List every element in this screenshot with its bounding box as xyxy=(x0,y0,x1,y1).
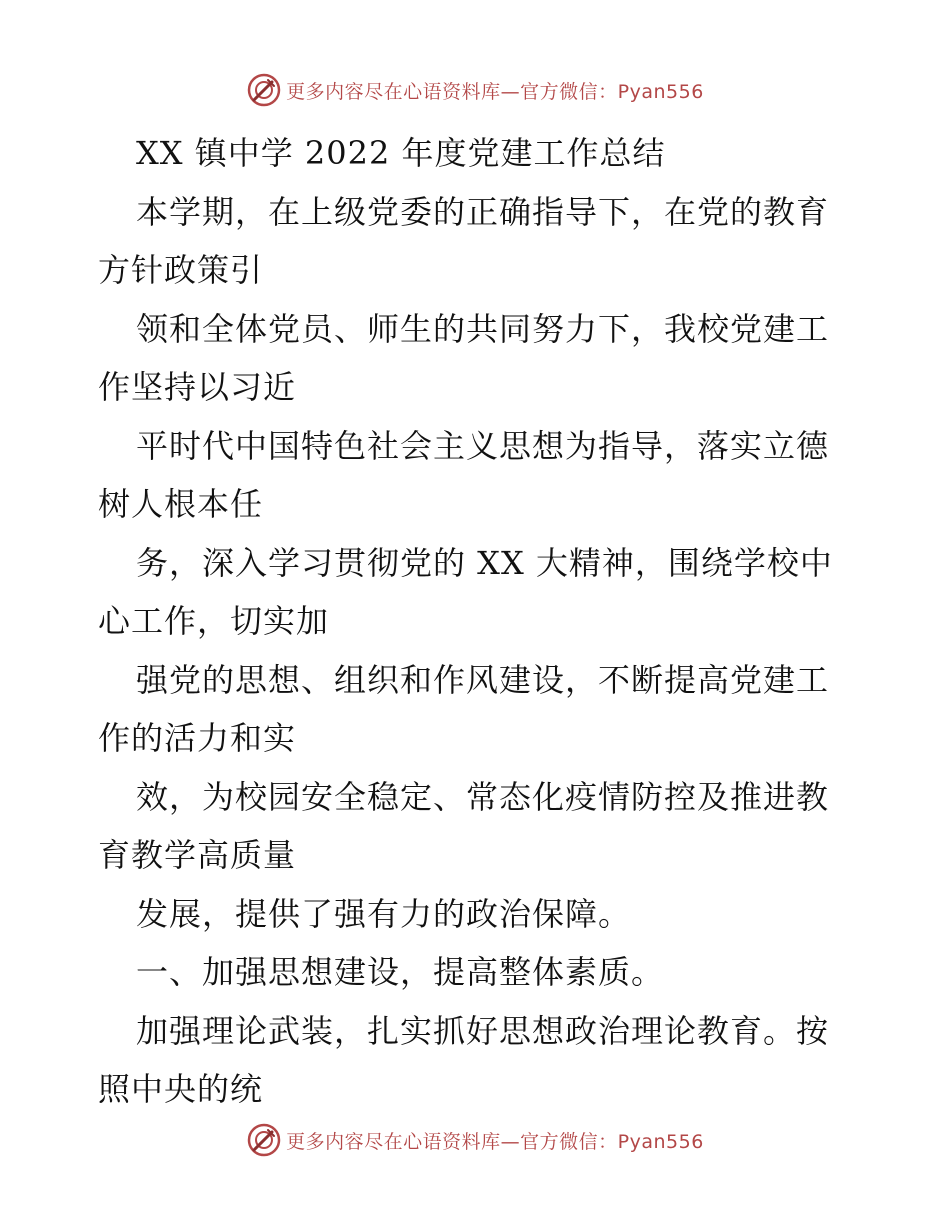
text-line: 作的活力和实 xyxy=(98,719,297,757)
text-line: 照中央的统 xyxy=(98,1070,264,1108)
text-line: 方针政策引 xyxy=(98,251,264,289)
text-line: 一、加强思想建设，提高整体素质。 xyxy=(136,953,665,991)
text-line: 心工作，切实加 xyxy=(98,602,330,640)
text-line: 本学期，在上级党委的正确指导下，在党的教育 xyxy=(136,192,830,231)
watermark-text: 更多内容尽在心语资料库—官方微信：Pyan556 xyxy=(286,1130,704,1153)
text-line: 发展，提供了强有力的政治保障。 xyxy=(136,894,632,933)
text-line: 树人根本任 xyxy=(98,485,264,523)
text-line: 作坚持以习近 xyxy=(98,368,297,406)
text-line: 强党的思想、组织和作风建设，不断提高党建工 xyxy=(136,660,830,699)
header-watermark-banner xyxy=(0,70,950,110)
document-body xyxy=(98,124,858,1119)
text-line: 育教学高质量 xyxy=(98,836,297,874)
text-line: 加强理论武装，扎实抓好思想政治理论教育。按 xyxy=(136,1011,830,1050)
text-line: 领和全体党员、师生的共同努力下，我校党建工 xyxy=(136,309,830,348)
watermark-text: 更多内容尽在心语资料库—官方微信：Pyan556 xyxy=(286,80,704,103)
text-line: 效，为校园安全稳定、常态化疫情防控及推进教 xyxy=(136,777,830,816)
text-line: 平时代中国特色社会主义思想为指导，落实立德 xyxy=(136,426,830,465)
footer-watermark-banner xyxy=(0,1120,950,1160)
brand-logo-icon xyxy=(246,72,282,108)
brand-logo-icon xyxy=(246,1122,282,1158)
document-title: XX 镇中学 2022 年度党建工作总结 xyxy=(136,134,666,172)
text-line: 务，深入学习贯彻党的 XX 大精神，围绕学校中 xyxy=(136,543,833,582)
